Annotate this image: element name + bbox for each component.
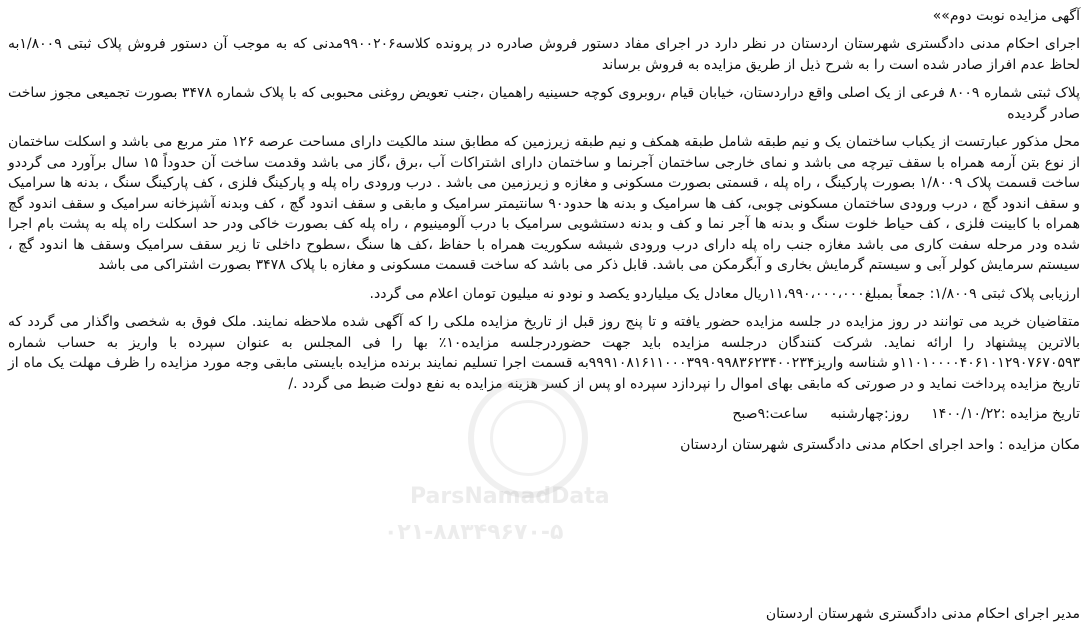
- description-paragraph: محل مذکور عبارتست از یکباب ساختمان یک و نیم طبقه شامل طبقه همکف و نیم طبقه زیرزمین که مطابق سند مالکیت دارای مساحت عرصه ۱۲۶ متر مربع می باشد و اسکلت ساختمان از نوع بتن آرمه همراه با سقف تیرچه می باشد و نمای خارجی ساختمان آجرنما و ساختمان دارای اشتراکات آب ،برق ،گاز می باشد وقدمت ساخت آن حدوداً ۱۵ سال برآورد می گرددو ساخت قسمت پلاک ۱/۸۰۰۹ بصورت پارکینگ ، راه پله ، قسمتی بصورت مسکونی و مغازه و زیرزمین می باشد . درب ورودی راه پله و پارکینگ فلزی ، کف پارکینگ سنگ ، بدنه ها سرامیک و سقف اندود گچ ، درب ورودی ساختمان مسکونی چوبی، کف ها سرامیک و بدنه ها حدود۹۰ سانتیمتر سرامیک و مابقی و سقف اندود گچ ، کف وبدنه آشپزخانه سرامیک و سقف اندود گچ همراه با کابینت فلزی ، کف حیاط خلوت سنگ و بدنه ها آجر نما و کف و بدنه دستشویی سرامیک با درب آلومینیوم ، راه پله کف بصورت خاکی ودر حد اسکلت راه پله به پشت بام اجرا شده ودر مرحله سفت کاری می باشد مغازه جنب راه پله دارای درب ورودی شیشه سکوریت همراه با حفاظ ،کف ها سنگ ،سطوح داخلی تا زیر سقف سرامیک وسقف ها اندود گچ ، سیستم سرمایش کولر آبی و سیستم گرمایش بخاری و آبگرمکن می باشد. قابل ذکر می باشد که ساخت قسمت مسکونی و مغازه با پلاک ۳۴۷۸ بصورت اشتراکی می باشد: [8, 134, 1081, 273]
- valuation-line: ارزیابی پلاک ثبتی ۱/۸۰۰۹: جمعاً بمبلغ۱۱،۹۹۰،۰۰۰،۰۰۰ریال معادل یک میلیاردو یکصد و نودو نه میلیون تومان اعلام می گردد.: [369, 285, 1080, 302]
- watermark-brand: ParsNamadData: [410, 484, 610, 509]
- auction-date-line: تاریخ مزایده :۱۴۰۰/۱۰/۲۲ روز:چهارشنبه ساعت:۹صبح: [732, 406, 1080, 422]
- intro-paragraph: اجرای احکام مدنی دادگستری شهرستان اردستان در نظر دارد در اجرای مفاد دستور فروش صادره در پرونده کلاسه۹۹۰۰۲۰۶مدنی که به موجب آن دستور فروش پلاک ثبتی ۱/۸۰۰۹به لحاظ عدم افراز صادر شده است را به شرح ذیل از طریق مزایده به فروش برساند: [8, 36, 1080, 73]
- watermark-phone: ۰۲۱-۸۸۳۴۹۶۷۰-۵: [384, 520, 564, 545]
- terms-paragraph: متقاضیان خرید می توانند در روز مزایده در جلسه مزایده حضور یافته و تا پنج روز قبل از تاریخ مزایده ملکی را که آگهی شده ملاحظه نمایند. ملک فوق به شخصی واگذار می گردد که بالاترین پیشنهاد را ارائه نماید. شرکت کنندگان درجلسه مزایده باید جهت حضوردرجلسه مزایده۱۰٪ بها را فی المجلس به عنوان سپرده با واریز به حساب شماره ۱۱۰۱۰۰۰۰۴۰۶۱۰۱۲۹۰۷۶۷۰۵۹۳و شناسه واریز۹۹۹۱۰۸۱۶۱۱۰۰۰۳۹۹۰۹۹۸۳۶۲۳۴۰۰۲۳۴به قسمت اجرا تسلیم نمایند برنده مزایده بایستی مابقی وجه مورد مزایده را ظرف مهلت یک ماه از تاریخ مزایده پرداخت نماید و در صورتی که مابقی بهای اموال را نپردازد سپرده او پس از کسر هزینه مزایده به نفع دولت ضبط می گردد ./: [8, 314, 1081, 392]
- plot-paragraph: پلاک ثبتی شماره ۸۰۰۹ فرعی از یک اصلی واقع دراردستان، خیابان قیام ،روبروی کوچه حسینیه راهمیان ،جنب تعویض روغنی محبوبی که با پلاک شماره ۳۴۷۸ بصورت تجمیعی مجوز ساخت صادر گردیده: [8, 85, 1080, 122]
- auction-location-line: مکان مزایده : واحد اجرای احکام مدنی دادگستری شهرستان اردستان: [680, 436, 1080, 453]
- notice-heading: آگهی مزایده نوبت دوم»»: [932, 8, 1080, 24]
- signature-line: مدیر اجرای احکام مدنی دادگستری شهرستان اردستان: [765, 606, 1080, 622]
